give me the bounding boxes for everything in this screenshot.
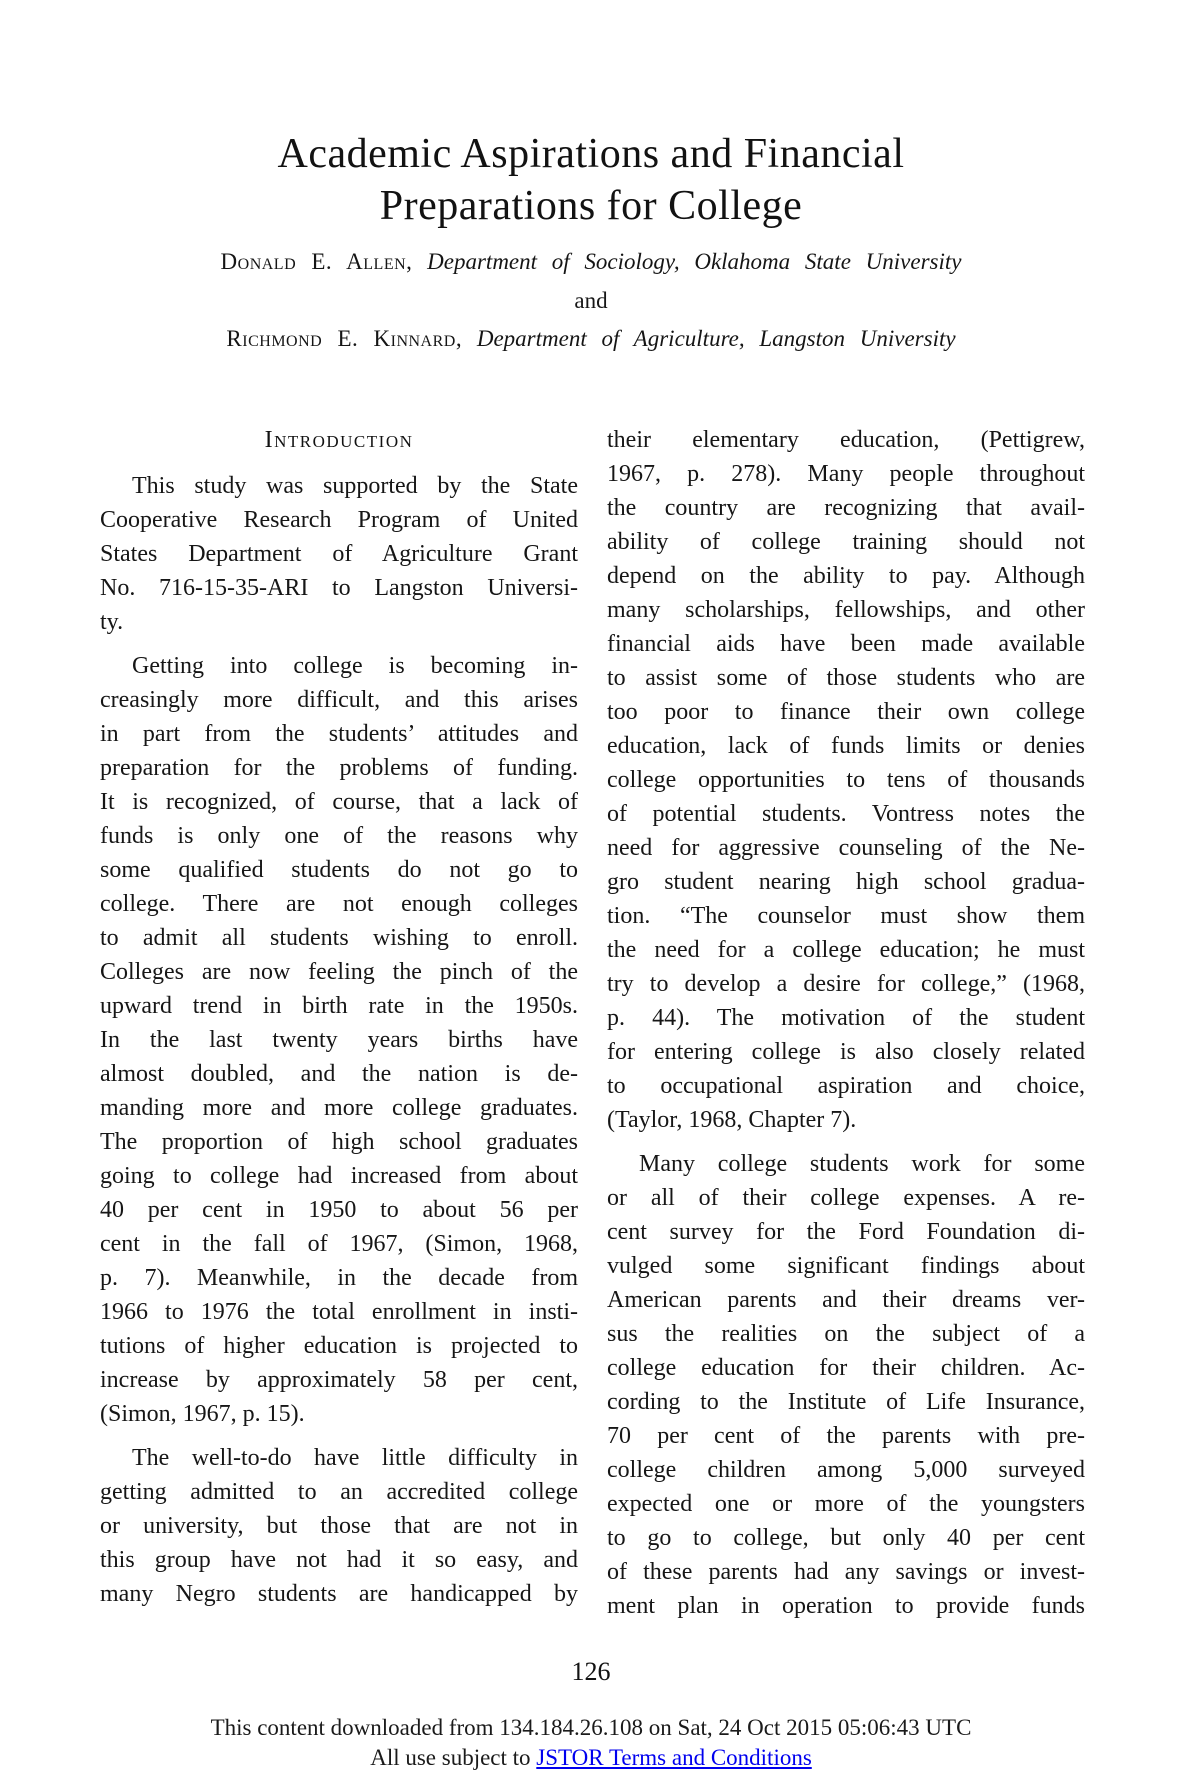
download-info-line: This content downloaded from 134.184.26.108 on Sat, 24 Oct 2015 05:06:43 UTC [210, 1715, 972, 1740]
text-line: to go to college, but only 40 per cent [607, 1525, 1085, 1551]
text-line: going to college had increased from about [100, 1163, 578, 1189]
page-number: 126 [571, 1657, 611, 1686]
jstor-footer [0, 1713, 1182, 1773]
author-2-name: Richmond E. Kinnard, [226, 326, 463, 351]
text-line: 40 per cent in 1950 to about 56 per [100, 1197, 578, 1223]
text-line: 1967, p. 278). Many people throughout [607, 461, 1085, 487]
author-byline-1 [0, 248, 1182, 276]
text-line: It is recognized, of course, that a lack of [100, 789, 578, 815]
text-line: to assist some of those students who are [607, 665, 1085, 691]
author-1-name: Donald E. Allen, [220, 249, 413, 274]
text-line: funds is only one of the reasons why [100, 823, 578, 849]
text-line: the country are recognizing that avail- [607, 495, 1085, 521]
text-line: preparation for the problems of funding. [100, 755, 578, 781]
text-line: p. 7). Meanwhile, in the decade from [100, 1265, 578, 1291]
title-line-1: Academic Aspirations and Financial [277, 131, 905, 177]
text-line: financial aids have been made available [607, 631, 1085, 657]
text-line: vulged some significant findings about [607, 1253, 1085, 1279]
text-line: Getting into college is becoming in- [132, 653, 578, 679]
author-byline-2 [0, 325, 1182, 353]
paper-title [0, 128, 1182, 232]
text-line: manding more and more college graduates. [100, 1095, 578, 1121]
right-column [607, 423, 1085, 1623]
text-line: many Negro students are handicapped by [100, 1581, 578, 1607]
text-line: American parents and their dreams ver- [607, 1287, 1085, 1313]
text-line: getting admitted to an accredited college [100, 1479, 578, 1505]
text-line: expected one or more of the youngsters [607, 1491, 1085, 1517]
text-line: ability of college training should not [607, 529, 1085, 555]
text-line: Colleges are now feeling the pinch of the [100, 959, 578, 985]
text-line: college. There are not enough colleges [100, 891, 578, 917]
paragraph [100, 1441, 578, 1611]
text-line: this group have not had it so easy, and [100, 1547, 578, 1573]
left-column-paragraphs [100, 469, 578, 1611]
paragraph [607, 1147, 1085, 1623]
text-line: almost doubled, and the nation is de- [100, 1061, 578, 1087]
text-line: education, lack of funds limits or denies [607, 733, 1085, 759]
section-heading-introduction: Introduction [264, 427, 414, 453]
text-line: The proportion of high school graduates [100, 1129, 578, 1155]
text-line: In the last twenty years births have [100, 1027, 578, 1053]
text-line: college opportunities to tens of thousands [607, 767, 1085, 793]
text-line: increase by approximately 58 per cent, [100, 1367, 578, 1393]
right-column-paragraphs [607, 423, 1085, 1623]
text-line: sus the realities on the subject of a [607, 1321, 1085, 1347]
text-line: too poor to finance their own college [607, 699, 1085, 725]
text-line: upward trend in birth rate in the 1950s. [100, 993, 578, 1019]
text-line: Cooperative Research Program of United [100, 507, 578, 533]
text-line: or university, but those that are not in [100, 1513, 578, 1539]
text-line: 1966 to 1976 the total enrollment in insti- [100, 1299, 578, 1325]
text-line: cent in the fall of 1967, (Simon, 1968, [100, 1231, 578, 1257]
text-line: need for aggressive counseling of the Ne- [607, 835, 1085, 861]
text-line: college children among 5,000 surveyed [607, 1457, 1085, 1483]
jstor-terms-link[interactable]: JSTOR Terms and Conditions [536, 1745, 812, 1770]
terms-line-prefix: All use subject to [370, 1745, 537, 1770]
text-line: in part from the students’ attitudes and [100, 721, 578, 747]
text-line: the need for a college education; he must [607, 937, 1085, 963]
text-line: 70 per cent of the parents with pre- [607, 1423, 1085, 1449]
text-columns [100, 423, 1085, 1623]
paragraph [100, 469, 578, 639]
text-line: This study was supported by the State [132, 473, 578, 499]
text-line: tutions of higher education is projected to [100, 1333, 578, 1359]
terms-line [0, 1743, 1182, 1773]
text-line: creasingly more difficult, and this arises [100, 687, 578, 713]
text-line: (Taylor, 1968, Chapter 7). [607, 1107, 857, 1133]
text-line: for entering college is also closely related [607, 1039, 1085, 1065]
title-line-2: Preparations for College [379, 183, 803, 229]
text-line: gro student nearing high school gradua- [607, 869, 1085, 895]
text-line: (Simon, 1967, p. 15). [100, 1401, 305, 1427]
text-line: to occupational aspiration and choice, [607, 1073, 1085, 1099]
text-line: No. 716-15-35-ARI to Langston Universi- [100, 575, 578, 601]
text-line: of these parents had any savings or invest- [607, 1559, 1085, 1585]
text-line: depend on the ability to pay. Although [607, 563, 1085, 589]
text-line: ty. [100, 609, 124, 635]
paragraph [607, 423, 1085, 1137]
text-line: college education for their children. Ac- [607, 1355, 1085, 1381]
text-line: The well-to-do have little difficulty in [132, 1445, 578, 1471]
text-line: ment plan in operation to provide funds [607, 1593, 1085, 1619]
text-line: cent survey for the Ford Foundation di- [607, 1219, 1085, 1245]
text-line: Many college students work for some [639, 1151, 1085, 1177]
text-line: many scholarships, fellowships, and other [607, 597, 1085, 623]
text-line: or all of their college expenses. A re- [607, 1185, 1085, 1211]
left-column [100, 423, 578, 1623]
text-line: tion. “The counselor must show them [607, 903, 1085, 929]
author-2-affiliation: Department of Agriculture, Langston University [476, 326, 956, 351]
text-line: their elementary education, (Pettigrew, [607, 427, 1085, 453]
text-line: cording to the Institute of Life Insurance, [607, 1389, 1085, 1415]
text-line: of potential students. Vontress notes the [607, 801, 1085, 827]
text-line: p. 44). The motivation of the student [607, 1005, 1085, 1031]
text-line: to admit all students wishing to enroll. [100, 925, 578, 951]
paragraph [100, 649, 578, 1431]
text-line: States Department of Agriculture Grant [100, 541, 578, 567]
author-1-affiliation: Department of Sociology, Oklahoma State University [427, 249, 962, 274]
text-line: try to develop a desire for college,” (1968, [607, 971, 1085, 997]
byline-connector: and [574, 288, 608, 313]
text-line: some qualified students do not go to [100, 857, 578, 883]
